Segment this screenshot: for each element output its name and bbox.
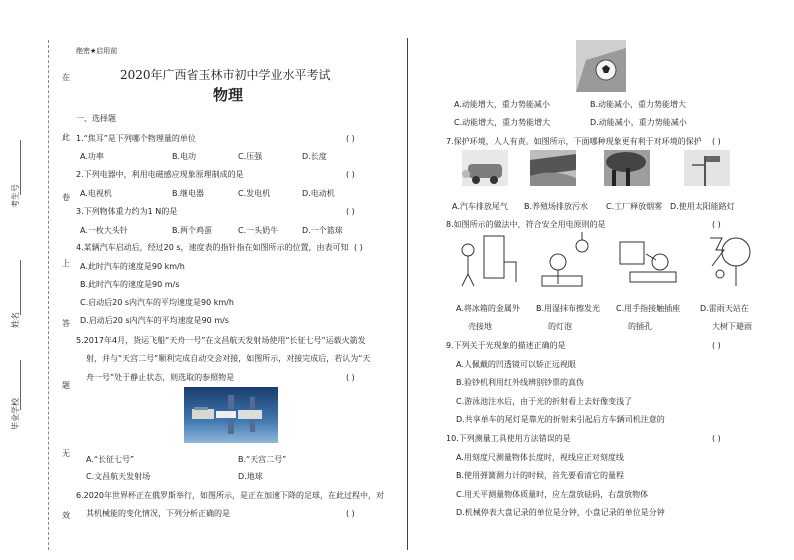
q8-option-d-line1: D.雷雨天站在 xyxy=(700,304,749,313)
q5-option-b: B.“天宫二号” xyxy=(238,455,287,464)
question-5-stem-line2: 射，并与“天宫二号”顺利完成自动交会对接，如图所示，对接完成后，若认为“天 xyxy=(86,354,371,363)
q1-option-c: C.压强 xyxy=(238,152,263,161)
fridge-grounding-image xyxy=(456,232,526,290)
q4-option-b: B.此时汽车的速度是90 m/s xyxy=(80,280,180,289)
question-8-stem: 8.如图所示的做法中，符合安全用电原则的是 xyxy=(446,220,606,229)
q6-option-b: B.动能减小，重力势能增大 xyxy=(590,100,687,109)
seal-char: 在 xyxy=(62,73,70,82)
q8-option-d-line2: 大树下避雨 xyxy=(712,322,752,331)
answer-paren: ( ) xyxy=(712,220,721,229)
school-label: 毕业学校 xyxy=(11,398,20,430)
space-station-image xyxy=(184,387,278,443)
answer-paren: ( ) xyxy=(712,434,721,443)
q3-option-c: C.一头奶牛 xyxy=(238,226,279,235)
seal-char: 效 xyxy=(62,511,70,520)
seal-char: 题 xyxy=(62,381,70,390)
secret-label: 绝密★启用前 xyxy=(76,47,118,55)
q6-option-a: A.动能增大，重力势能减小 xyxy=(454,100,550,109)
q10-option-c: C.用天平测量物体质量时，应左盘放砝码，右盘放物体 xyxy=(456,490,649,499)
answer-paren: ( ) xyxy=(346,373,355,382)
q8-option-a-line2: 壳接地 xyxy=(468,322,492,331)
q9-option-a: A.人佩戴的凹透镜可以矫正远视眼 xyxy=(456,360,576,369)
q9-option-b: B.验钞机利用红外线辨别钞票的真伪 xyxy=(456,378,585,387)
q6-option-d: D.动能减小，重力势能减小 xyxy=(590,118,687,127)
q9-option-d: D.共享单车的尾灯是靠光的折射来引起后方车辆司机注意的 xyxy=(456,415,665,424)
q2-option-b: B.继电器 xyxy=(172,189,205,198)
q9-option-c: C.游泳池注水后，由于光的折射看上去好像变浅了 xyxy=(456,397,633,406)
tree-lightning-image xyxy=(700,232,756,290)
exam-title: 2020年广西省玉林市初中学业水平考试 xyxy=(120,68,331,82)
q1-option-d: D.长度 xyxy=(302,152,327,161)
answer-paren: ( ) xyxy=(346,509,355,518)
section-heading: 一、选择题 xyxy=(76,114,116,123)
seal-dashed-line xyxy=(48,40,49,550)
answer-paren: ( ) xyxy=(712,341,721,350)
question-10-stem: 10.下列测量工具使用方法错误的是 xyxy=(446,434,571,443)
q10-option-a: A.用刻度尺测量物体长度时，视线应正对刻度线 xyxy=(456,453,624,462)
wet-cloth-bulb-image xyxy=(538,232,602,290)
q7-option-a: A.汽车排放尾气 xyxy=(452,202,508,211)
name-label: 姓名 xyxy=(11,312,20,328)
q5-option-d: D.地球 xyxy=(238,472,263,481)
question-7-stem: 7.保护环境，人人有责。如图所示，下面哪种现象更有利于对环境的保护 xyxy=(446,137,702,146)
q8-option-a-line1: A.将冰箱的金属外 xyxy=(456,304,520,313)
q3-option-d: D.一个篮球 xyxy=(302,226,343,235)
q5-option-c: C.文昌航天发射场 xyxy=(86,472,151,481)
q2-option-d: D.电动机 xyxy=(302,189,335,198)
q8-option-c-line1: C.用手指接触插座 xyxy=(616,304,681,313)
question-5-stem-line3: 舟一号”处于静止状态，则选取的参照物是 xyxy=(86,373,235,382)
q2-option-c: C.发电机 xyxy=(238,189,271,198)
answer-paren: ( ) xyxy=(346,170,355,179)
car-exhaust-image xyxy=(462,150,508,186)
q5-option-a: A.“长征七号” xyxy=(86,455,135,464)
examinee-number-line xyxy=(20,140,21,195)
seal-char: 卷 xyxy=(62,193,70,202)
question-6-stem-line2: 其机械能的变化情况，下列分析正确的是 xyxy=(86,509,230,518)
column-divider xyxy=(407,38,408,550)
seal-char: 上 xyxy=(62,259,70,268)
subject-title: 物理 xyxy=(213,86,244,104)
question-4-stem: 4.某辆汽车启动后，经过20 s，速度表的指针指在如图所示的位置，由表可知 xyxy=(76,243,349,252)
question-2-stem: 2.下列电器中，利用电磁感应现象原理制成的是 xyxy=(76,170,244,179)
sewage-image xyxy=(530,150,576,186)
q7-option-b: B.养殖场排放污水 xyxy=(524,202,589,211)
q7-option-c: C.工厂释放烟雾 xyxy=(606,202,663,211)
football-image xyxy=(576,40,626,92)
q1-option-a: A.功率 xyxy=(80,152,104,161)
q10-option-b: B.使用弹簧测力计的时候，首先要看清它的量程 xyxy=(456,471,625,480)
question-3-stem: 3.下列物体重力约为1 N的是 xyxy=(76,207,178,216)
answer-paren: ( ) xyxy=(712,137,721,146)
q10-option-d: D.机械停表大盘记录的单位是分钟，小盘记录的单位是分钟 xyxy=(456,508,665,517)
q4-option-a: A.此时汽车的速度是90 km/h xyxy=(80,262,185,271)
q4-option-c: C.启动后20 s内汽车的平均速度是90 km/h xyxy=(80,298,234,307)
name-line xyxy=(20,260,21,315)
solar-lamp-image xyxy=(684,150,730,186)
q7-option-d: D.使用太阳能路灯 xyxy=(670,202,735,211)
answer-paren: ( ) xyxy=(354,243,363,252)
q3-option-b: B.两个鸡蛋 xyxy=(172,226,213,235)
question-5-stem-line1: 5.2017年4月，货运飞船“天舟一号”在文昌航天发射场使用“长征七号”运载火箭发 xyxy=(76,336,366,345)
question-1-stem: 1.“焦耳”是下列哪个物理量的单位 xyxy=(76,134,196,143)
question-9-stem: 9.下列关于光现象的描述正确的是 xyxy=(446,341,566,350)
examinee-number-label: 考生号 xyxy=(11,184,20,208)
q8-option-b-line1: B.用湿抹布擦发光 xyxy=(536,304,601,313)
q6-option-c: C.动能增大，重力势能增大 xyxy=(454,118,551,127)
q4-option-d: D.启动后20 s内汽车的平均速度是90 m/s xyxy=(80,316,229,325)
answer-paren: ( ) xyxy=(346,134,355,143)
seal-char: 此 xyxy=(62,133,70,142)
question-6-stem-line1: 6.2020年世界杯正在俄罗斯举行，如图所示，是正在加速下降的足球，在此过程中，对 xyxy=(76,491,384,500)
q8-option-b-line2: 的灯泡 xyxy=(548,322,572,331)
answer-paren: ( ) xyxy=(346,207,355,216)
factory-smoke-image xyxy=(604,150,650,186)
finger-socket-image xyxy=(616,232,680,290)
q3-option-a: A.一枚大头针 xyxy=(80,226,128,235)
school-line xyxy=(20,360,21,410)
seal-char: 答 xyxy=(62,319,70,328)
q8-option-c-line2: 的插孔 xyxy=(628,322,652,331)
q2-option-a: A.电视机 xyxy=(80,189,112,198)
q1-option-b: B.电功 xyxy=(172,152,197,161)
seal-char: 无 xyxy=(62,449,70,458)
